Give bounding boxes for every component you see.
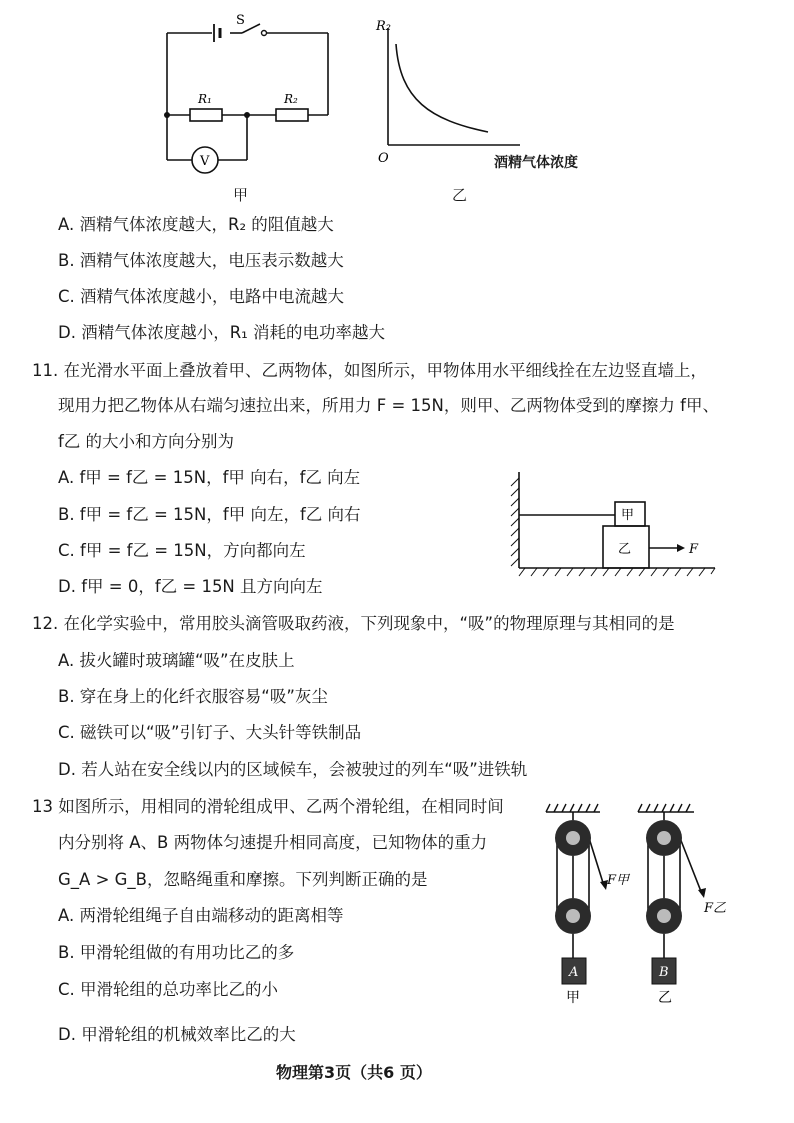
q12-stem: 12. 在化学实验中，常用胶头滴管吸取药液，下列现象中，“吸”的物理原理与其相同的是 xyxy=(32,614,675,633)
force-jia-label: F甲 xyxy=(607,873,630,888)
block-yi-label: 乙 xyxy=(618,542,632,557)
voltmeter-label: V xyxy=(200,154,210,169)
q11-option-b: B. f甲 = f乙 = 15N，f甲 向左，f乙 向右 xyxy=(58,505,361,524)
pulley-left-caption: 甲 xyxy=(566,990,580,1006)
pulley-right-caption: 乙 xyxy=(658,990,672,1006)
q13-stem-1: 13 如图所示，用相同的滑轮组成甲、乙两个滑轮组，在相同时间 xyxy=(32,797,504,816)
r2-label: R₂ xyxy=(284,92,298,106)
pulley-figure xyxy=(538,798,738,1008)
q13-stem-3: G_A > G_B，忽略绳重和摩擦。下列判断正确的是 xyxy=(58,870,428,889)
force-label: F xyxy=(689,542,699,557)
q12-option-c: C. 磁铁可以“吸”引钉子、大头针等铁制品 xyxy=(58,723,362,742)
q10-option-b: B. 酒精气体浓度越大，电压表示数越大 xyxy=(58,251,344,270)
force-yi-label: F乙 xyxy=(704,901,727,916)
q10-option-c: C. 酒精气体浓度越小，电路中电流越大 xyxy=(58,287,345,306)
q10-option-d: D. 酒精气体浓度越小，R₁ 消耗的电功率越大 xyxy=(58,323,386,342)
block-b-label: B xyxy=(659,965,669,980)
switch-label: S xyxy=(236,13,245,28)
q11-stem-1: 11. 在光滑水平面上叠放着甲、乙两物体，如图所示，甲物体用水平细线拴在左边竖直墙上， xyxy=(32,361,707,380)
q12-option-d: D. 若人站在安全线以内的区域候车，会被驶过的列车“吸”进铁轨 xyxy=(58,760,528,779)
graph-caption: 乙 xyxy=(452,186,468,204)
q12-option-a: A. 拔火罐时玻璃罐“吸”在皮肤上 xyxy=(58,651,295,670)
q12-option-b: B. 穿在身上的化纤衣服容易“吸”灰尘 xyxy=(58,687,328,706)
r1-label: R₁ xyxy=(198,92,212,106)
q11-option-c: C. f甲 = f乙 = 15N，方向都向左 xyxy=(58,541,306,560)
block-a-label: A xyxy=(569,965,579,980)
q13-option-b: B. 甲滑轮组做的有用功比乙的多 xyxy=(58,943,295,962)
page-footer: 物理第3页（共6 页） xyxy=(276,1063,432,1082)
q11-option-a: A. f甲 = f乙 = 15N，f甲 向右，f乙 向左 xyxy=(58,468,361,487)
friction-figure xyxy=(505,468,725,583)
q11-stem-2: 现用力把乙物体从右端匀速拉出来，所用力 F = 15N，则甲、乙两物体受到的摩擦力 f甲、 xyxy=(58,396,719,415)
q13-stem-2: 内分别将 A、B 两物体匀速提升相同高度，已知物体的重力 xyxy=(58,833,488,852)
graph-y-label: R₂ xyxy=(376,19,391,34)
q11-option-d: D. f甲 = 0，f乙 = 15N 且方向向左 xyxy=(58,577,323,596)
q13-option-d: D. 甲滑轮组的机械效率比乙的大 xyxy=(58,1025,296,1044)
block-jia-label: 甲 xyxy=(621,508,635,523)
graph-origin: O xyxy=(378,151,389,166)
q10-option-a: A. 酒精气体浓度越大，R₂ 的阻值越大 xyxy=(58,215,334,234)
graph-x-label: 酒精气体浓度 xyxy=(494,155,578,171)
q13-option-c: C. 甲滑轮组的总功率比乙的小 xyxy=(58,980,279,999)
circuit-caption: 甲 xyxy=(233,186,249,204)
q11-stem-3: f乙 的大小和方向分别为 xyxy=(58,432,235,451)
circuit-diagram xyxy=(150,10,350,180)
q13-option-a: A. 两滑轮组绳子自由端移动的距离相等 xyxy=(58,906,344,925)
